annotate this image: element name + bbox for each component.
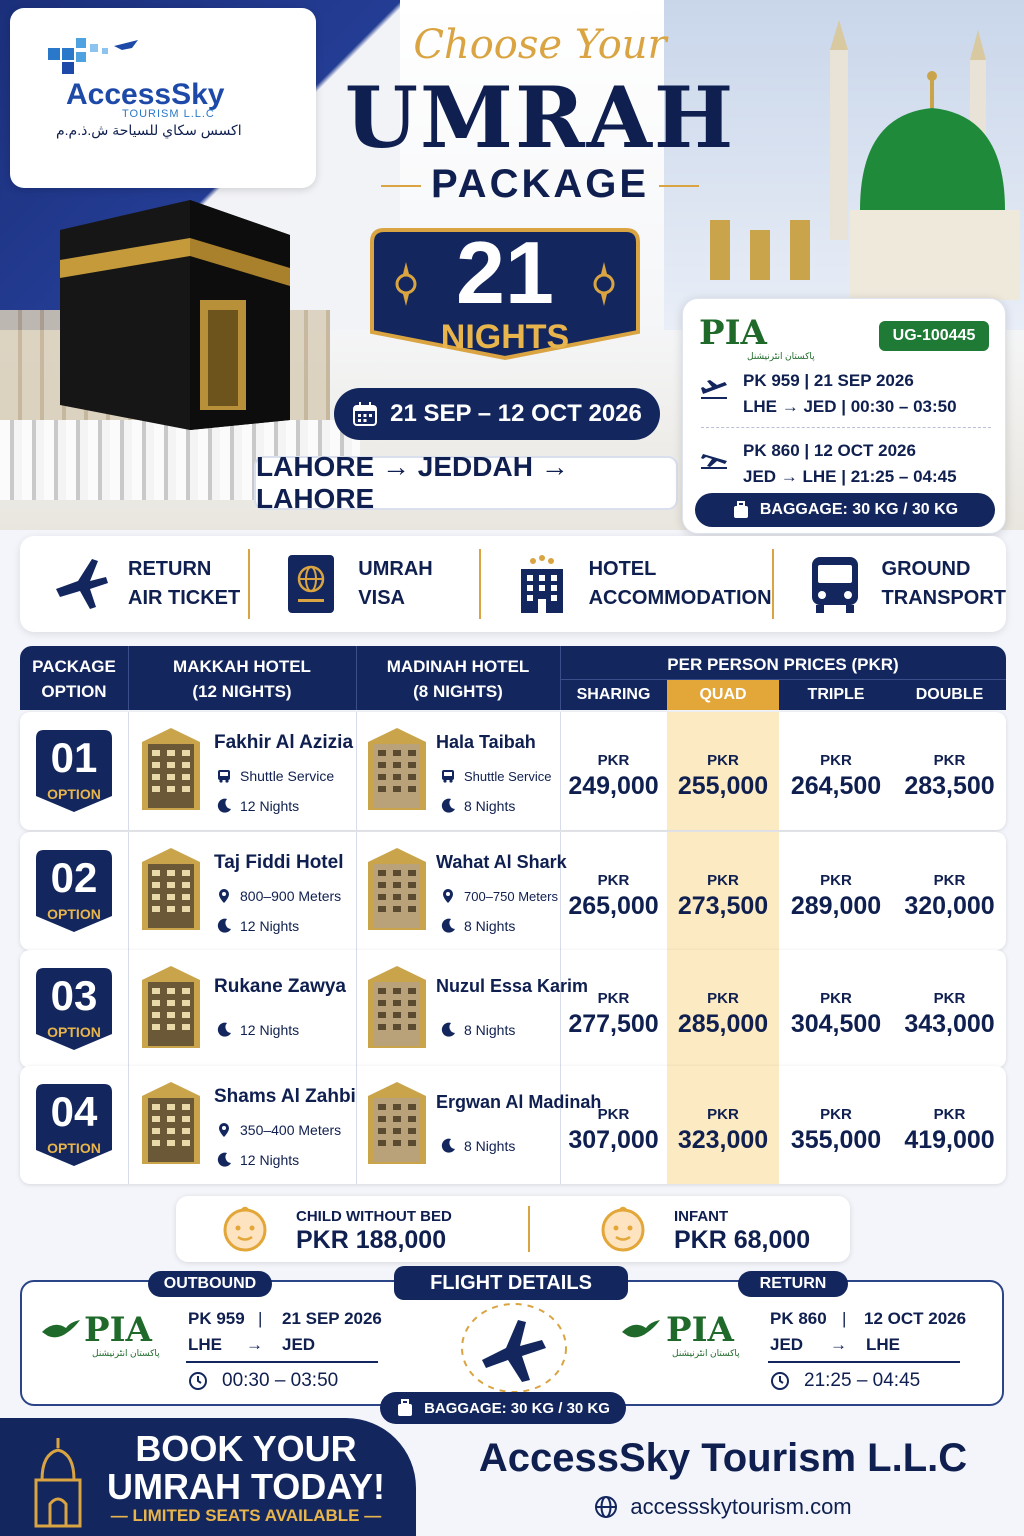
madinah-hotel-image <box>366 846 428 932</box>
pia-logo-urdu-outbound: پاکستان انٹرنیشنل <box>92 1348 160 1358</box>
price-value: 289,000 <box>790 892 882 920</box>
package-row <box>20 1066 1006 1184</box>
shuttle-bus-icon <box>440 768 456 784</box>
price-currency: PKR <box>933 752 966 769</box>
makkah-hotel-detail <box>216 1122 341 1138</box>
price-triple <box>779 712 893 830</box>
title-package <box>340 162 740 207</box>
price-value: 285,000 <box>677 1010 769 1038</box>
limited-seats: — LIMITED SEATS AVAILABLE — <box>110 1506 382 1525</box>
website-url[interactable]: accessskytourism.com <box>630 1494 852 1519</box>
return-flight-line1: PK 860 | 12 OCT 2026 <box>743 441 916 460</box>
outbound-from: LHE <box>188 1335 222 1354</box>
column-separator <box>356 832 357 950</box>
flight-details-title: FLIGHT DETAILS <box>394 1266 628 1300</box>
madinah-hotel-name: Hala Taibah <box>436 732 536 752</box>
calendar-icon <box>352 401 378 427</box>
price-sharing <box>560 832 667 950</box>
title-package-text: PACKAGE <box>430 162 650 206</box>
price-value: 419,000 <box>904 1126 995 1154</box>
column-separator <box>128 832 129 950</box>
price-currency: PKR <box>597 752 630 769</box>
moon-icon <box>440 1138 456 1154</box>
feature-label: HOTEL ACCOMMODATION <box>588 558 772 609</box>
luggage-icon <box>732 501 750 519</box>
makkah-hotel-image <box>140 726 202 812</box>
makkah-hotel-nights <box>216 918 299 934</box>
return-flight-line2: JED → LHE | 21:25 – 04:45 <box>743 467 957 486</box>
makkah-hotel-detail <box>216 888 341 904</box>
book-line-1: BOOK YOUR <box>135 1428 357 1469</box>
kaaba-image <box>40 190 295 430</box>
makkah-hotel-nights <box>216 1152 299 1168</box>
makkah-hotel-image <box>140 846 202 932</box>
feature-label: RETURN AIR TICKET <box>128 558 241 609</box>
price-currency: PKR <box>820 990 852 1007</box>
price-double <box>893 832 1006 950</box>
location-pin-icon <box>216 888 232 904</box>
feature-transport <box>774 549 1006 619</box>
madinah-hotel-image <box>366 1080 428 1166</box>
column-separator <box>356 712 357 830</box>
outbound-to: JED <box>282 1335 316 1354</box>
nights-label: NIGHTS <box>440 318 570 356</box>
title-divider-left <box>381 185 421 187</box>
outbound-underline <box>186 1361 378 1363</box>
logo-brand-name: AccessSky <box>66 78 225 111</box>
price-quad <box>667 712 779 830</box>
child-face-icon <box>220 1204 270 1254</box>
option-number: 03 <box>50 972 98 1019</box>
header-triple: TRIPLE <box>807 686 865 703</box>
price-double <box>893 950 1006 1068</box>
madinah-hotel-detail-text: 700–750 Meters <box>464 888 558 904</box>
price-currency: PKR <box>933 990 966 1007</box>
booking-code-badge: UG-100445 <box>879 321 989 351</box>
pia-logo-urdu: پاکستان انٹرنیشنل <box>747 351 815 361</box>
outbound-time-text: 00:30 – 03:50 <box>222 1370 339 1391</box>
return-flight-number: PK 860 <box>770 1309 827 1328</box>
travel-dates-text: 21 SEP – 12 OCT 2026 <box>390 400 642 427</box>
feature-hotel <box>481 549 774 619</box>
makkah-hotel-detail <box>216 768 334 784</box>
child-price: PKR 188,000 <box>296 1226 447 1254</box>
makkah-hotel-name: Rukane Zawya <box>214 976 346 997</box>
takeoff-plane-icon <box>701 379 729 399</box>
madinah-hotel-nights <box>440 918 515 934</box>
price-value: 264,500 <box>790 772 882 800</box>
option-number: 02 <box>50 854 98 901</box>
company-logo <box>10 8 316 188</box>
option-number: 04 <box>50 1088 98 1135</box>
option-label: OPTION <box>47 906 101 922</box>
book-line-2: UMRAH TODAY! <box>106 1466 385 1507</box>
moon-icon <box>440 918 456 934</box>
price-triple <box>779 950 893 1068</box>
infant-price: PKR 68,000 <box>674 1226 811 1254</box>
company-name: AccessSky Tourism L.L.C <box>478 1436 968 1480</box>
madinah-hotel-detail <box>440 888 558 904</box>
inclusions-bar <box>20 536 1006 632</box>
madinah-hotel-detail-text: Shuttle Service <box>464 768 552 784</box>
mosque-outline-icon <box>28 1434 88 1530</box>
package-row <box>20 832 1006 950</box>
feature-label: UMRAH VISA <box>358 558 433 609</box>
makkah-hotel-image <box>140 1080 202 1166</box>
column-separator <box>128 1066 129 1184</box>
header-sharing: SHARING <box>576 686 651 703</box>
pia-logo-outbound: PIA <box>84 1310 152 1350</box>
price-double <box>893 1066 1006 1184</box>
makkah-hotel-detail-text: Shuttle Service <box>240 768 335 784</box>
feature-visa <box>250 549 480 619</box>
flight-card-divider <box>701 427 991 428</box>
return-arrow: → <box>830 1335 847 1354</box>
moon-icon <box>216 918 232 934</box>
return-underline <box>768 1361 960 1363</box>
feature-label: GROUND TRANSPORT <box>881 558 1006 609</box>
option-label: OPTION <box>47 786 101 802</box>
pia-logo-return: PIA <box>666 1310 734 1350</box>
outbound-time <box>188 1370 338 1392</box>
price-value: 323,000 <box>677 1126 769 1154</box>
luggage-icon <box>396 1399 414 1417</box>
extras-separator <box>528 1206 530 1252</box>
outbound-flight-number: PK 959 <box>188 1309 245 1328</box>
price-sharing <box>560 712 667 830</box>
passport-icon <box>280 553 342 615</box>
title-divider-right <box>659 185 699 187</box>
location-pin-icon <box>440 888 456 904</box>
price-sharing <box>560 950 667 1068</box>
header-madinah-hotel: MADINAH HOTEL (8 NIGHTS) <box>386 657 530 701</box>
makkah-hotel-image <box>140 964 202 1050</box>
madinah-hotel-nights-text: 8 Nights <box>464 1022 516 1038</box>
infant-face-icon <box>598 1204 648 1254</box>
madinah-hotel-nights <box>440 798 515 814</box>
flight-summary-card <box>682 298 1006 534</box>
header-separator <box>356 646 357 710</box>
outbound-flight-line1: PK 959 | 21 SEP 2026 <box>743 371 914 390</box>
pia-logo-urdu-return: پاکستان انٹرنیشنل <box>672 1348 740 1358</box>
makkah-hotel-name: Fakhir Al Azizia <box>214 732 354 753</box>
infant-label: INFANT <box>674 1208 729 1225</box>
price-currency: PKR <box>707 990 739 1007</box>
table-header <box>20 646 1006 710</box>
price-value: 320,000 <box>904 892 995 920</box>
price-currency: PKR <box>707 1106 739 1123</box>
return-to: LHE <box>866 1335 900 1354</box>
header-separator <box>560 646 561 710</box>
airplane-icon <box>50 553 112 615</box>
pia-bird-icon <box>620 1318 662 1344</box>
column-separator <box>356 950 357 1068</box>
route-label: LAHORE → JEDDAH → LAHORE <box>254 456 678 510</box>
price-value: 277,500 <box>568 1010 659 1038</box>
title-choose-your: Choose Your <box>413 22 667 68</box>
option-label: OPTION <box>47 1024 101 1040</box>
price-triple <box>779 1066 893 1184</box>
price-value: 273,500 <box>677 892 769 920</box>
madinah-hotel-nights-text: 8 Nights <box>464 918 516 934</box>
makkah-hotel-nights-text: 12 Nights <box>240 798 300 814</box>
logo-brand-arabic: اكسس سكاي للسياحة ش.ذ.م.م <box>56 122 242 138</box>
price-currency: PKR <box>707 872 739 889</box>
travel-dates <box>334 388 660 440</box>
return-sep: | <box>842 1309 847 1328</box>
madinah-hotel-name: Ergwan Al Madinah <box>436 1092 602 1112</box>
moon-icon <box>216 1152 232 1168</box>
makkah-hotel-nights-text: 12 Nights <box>240 1022 300 1038</box>
outbound-flight-date: 21 SEP 2026 <box>282 1309 382 1328</box>
flight-details-baggage-text: BAGGAGE: 30 KG / 30 KG <box>424 1399 610 1417</box>
hotel-icon <box>511 553 573 615</box>
madinah-hotel-nights <box>440 1138 515 1154</box>
moon-icon <box>440 798 456 814</box>
moon-icon <box>216 1022 232 1038</box>
location-pin-icon <box>216 1122 232 1138</box>
nights-number: 21 <box>456 223 554 322</box>
makkah-hotel-nights <box>216 798 299 814</box>
outbound-sep: | <box>258 1309 263 1328</box>
header-package-option: PACKAGE OPTION <box>32 657 116 701</box>
price-currency: PKR <box>820 872 852 889</box>
header-double: DOUBLE <box>915 686 984 703</box>
outbound-flight-line2: LHE → JED | 00:30 – 03:50 <box>743 397 957 416</box>
price-value: 304,500 <box>790 1010 882 1038</box>
price-quad <box>667 950 779 1068</box>
madinah-hotel-nights-text: 8 Nights <box>464 798 516 814</box>
column-separator <box>128 950 129 1068</box>
return-from: JED <box>770 1335 804 1354</box>
shuttle-bus-icon <box>216 768 232 784</box>
book-now-banner <box>0 1418 416 1536</box>
makkah-hotel-detail-text: 350–400 Meters <box>240 1122 342 1138</box>
makkah-hotel-name: Taj Fiddi Hotel <box>214 852 344 873</box>
makkah-hotel-nights-text: 12 Nights <box>240 918 300 934</box>
baggage-pill <box>695 493 995 527</box>
pia-logo: PIA <box>699 313 767 353</box>
header-per-person-prices: PER PERSON PRICES (PKR) <box>667 655 899 674</box>
makkah-hotel-nights-text: 12 Nights <box>240 1152 300 1168</box>
price-value: 265,000 <box>568 892 659 920</box>
title-umrah: UMRAH <box>344 68 736 167</box>
price-value: 307,000 <box>568 1126 659 1154</box>
column-separator <box>356 1066 357 1184</box>
landing-plane-icon <box>701 449 729 469</box>
price-quad <box>667 1066 779 1184</box>
pia-bird-icon <box>40 1318 82 1344</box>
price-value: 283,500 <box>904 772 995 800</box>
madinah-hotel-nights-text: 8 Nights <box>464 1138 516 1154</box>
moon-icon <box>216 798 232 814</box>
price-triple <box>779 832 893 950</box>
clock-icon <box>770 1371 790 1391</box>
price-value: 343,000 <box>904 1010 995 1038</box>
price-currency: PKR <box>597 872 630 889</box>
price-currency: PKR <box>933 872 966 889</box>
price-value: 355,000 <box>790 1126 882 1154</box>
price-currency: PKR <box>820 1106 852 1123</box>
feature-air-ticket <box>20 549 250 619</box>
return-time <box>770 1370 920 1392</box>
madinah-hotel-image <box>366 726 428 812</box>
option-number: 01 <box>50 734 98 781</box>
price-currency: PKR <box>597 1106 630 1123</box>
header-makkah-hotel: MAKKAH HOTEL (12 NIGHTS) <box>173 657 311 701</box>
price-currency: PKR <box>597 990 630 1007</box>
price-currency: PKR <box>707 752 739 769</box>
price-value: 255,000 <box>677 772 769 800</box>
moon-icon <box>440 1022 456 1038</box>
column-separator <box>128 712 129 830</box>
madinah-hotel-name: Wahat Al Shark <box>436 852 567 872</box>
globe-icon <box>594 1495 618 1519</box>
price-sharing <box>560 1066 667 1184</box>
logo-pixel-icon <box>48 34 138 84</box>
return-tab: RETURN <box>738 1271 848 1297</box>
return-flight-date: 12 OCT 2026 <box>864 1309 967 1328</box>
bus-icon <box>804 553 866 615</box>
makkah-hotel-nights <box>216 1022 299 1038</box>
price-double <box>893 712 1006 830</box>
return-time-text: 21:25 – 04:45 <box>804 1370 921 1391</box>
price-value: 249,000 <box>568 772 659 800</box>
outbound-arrow: → <box>246 1335 263 1354</box>
header-separator <box>560 679 1006 680</box>
logo-brand-sub: TOURISM L.L.C <box>122 108 215 120</box>
header-quad: QUAD <box>667 680 779 710</box>
makkah-hotel-detail-text: 800–900 Meters <box>240 888 342 904</box>
madinah-hotel-detail <box>440 768 551 784</box>
price-currency: PKR <box>933 1106 966 1123</box>
madinah-hotel-name: Nuzul Essa Karim <box>436 976 589 996</box>
madinah-hotel-image <box>366 964 428 1050</box>
outbound-tab: OUTBOUND <box>148 1271 272 1297</box>
price-currency: PKR <box>820 752 852 769</box>
makkah-hotel-name: Shams Al Zahbi <box>214 1086 356 1107</box>
flight-details-baggage <box>380 1392 626 1424</box>
package-row <box>20 712 1006 830</box>
child-label: CHILD WITHOUT BED <box>296 1208 452 1225</box>
package-row <box>20 950 1006 1068</box>
madinah-hotel-nights <box>440 1022 515 1038</box>
flight-plane-icon <box>456 1300 572 1396</box>
option-label: OPTION <box>47 1140 101 1156</box>
baggage-text: BAGGAGE: 30 KG / 30 KG <box>759 501 959 518</box>
clock-icon <box>188 1371 208 1391</box>
header-separator <box>128 646 129 710</box>
price-quad <box>667 832 779 950</box>
website[interactable] <box>440 1494 1006 1520</box>
child-infant-prices <box>176 1196 850 1262</box>
